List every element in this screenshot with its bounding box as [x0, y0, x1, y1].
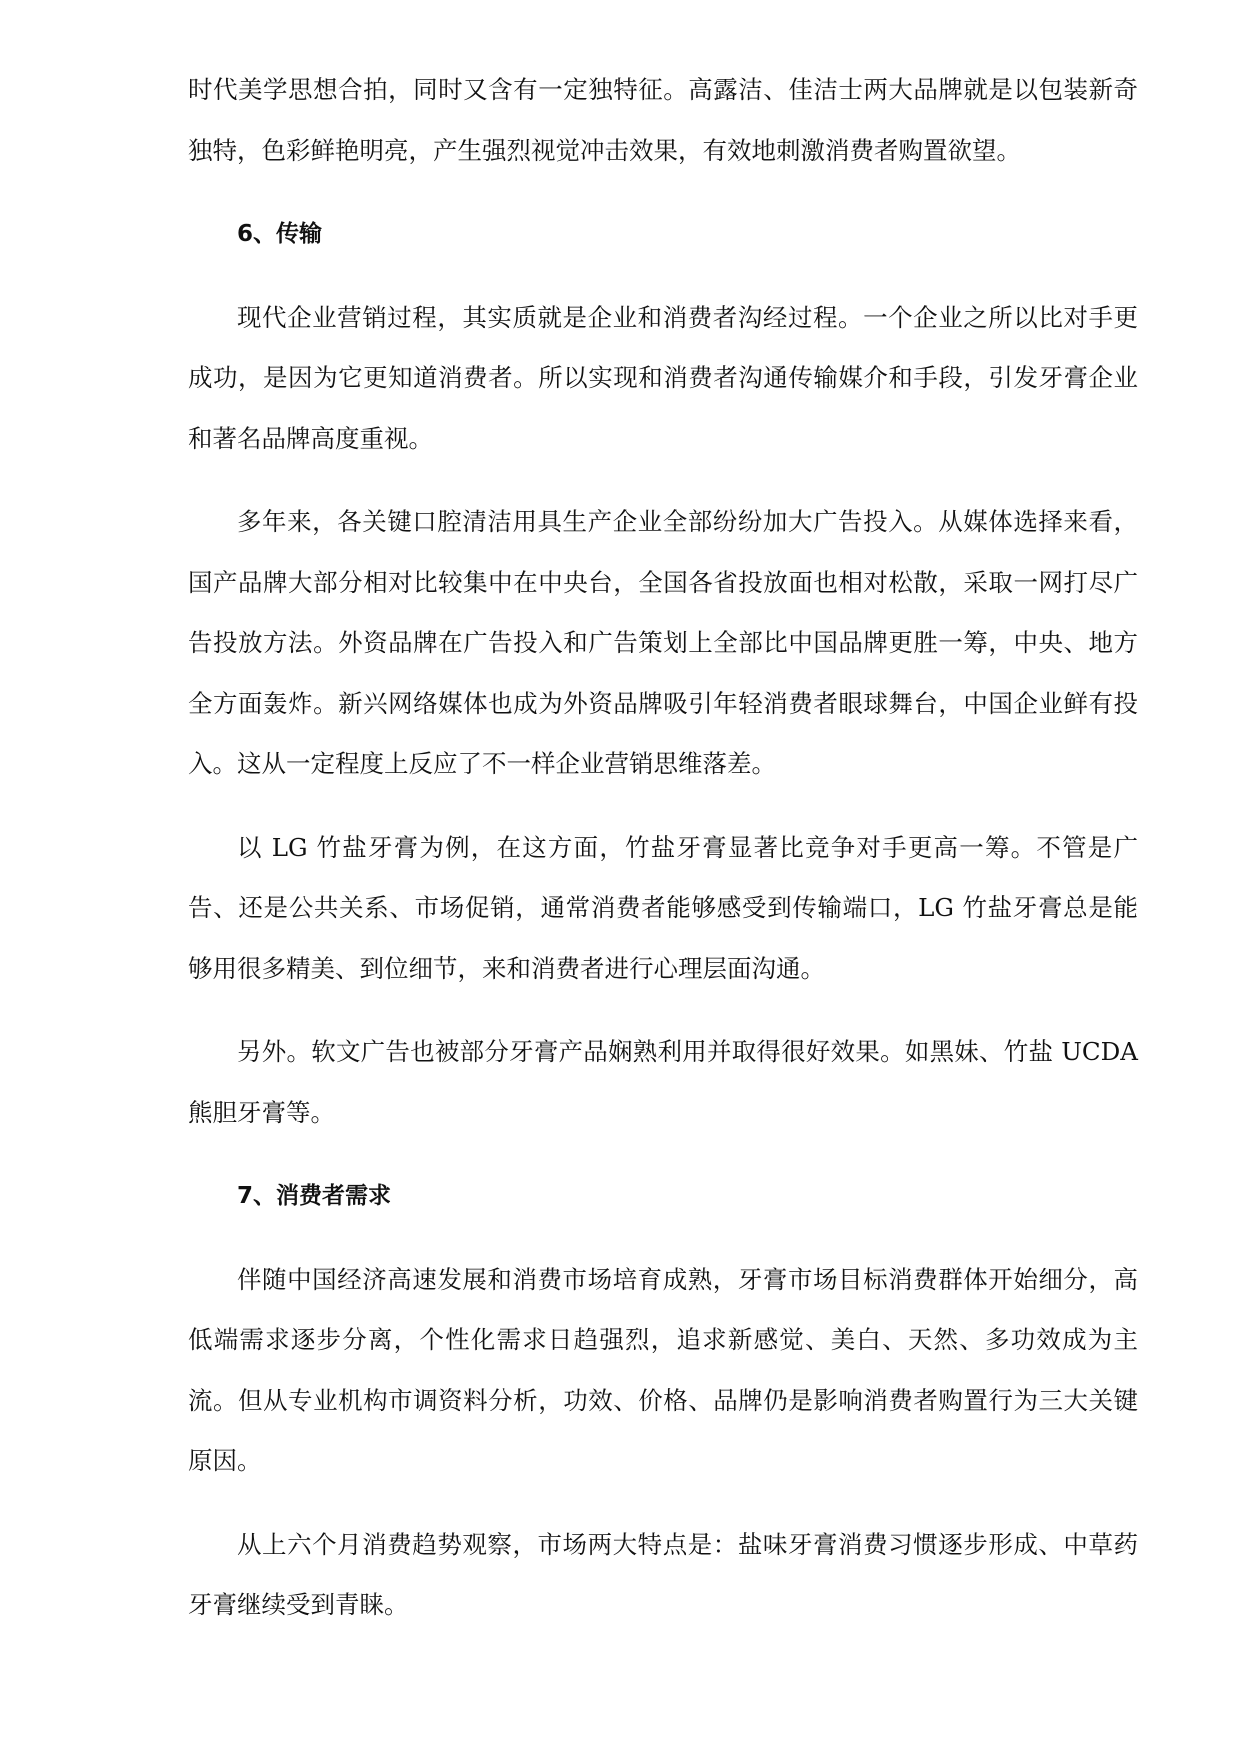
paragraph-marketing-communication: 现代企业营销过程，其实质就是企业和消费者沟经过程。一个企业之所以比对手更成功，是因为它更知道消费者。所以实现和消费者沟通传输媒介和手段，引发牙膏企业和著名品牌高度重视。 [188, 302, 1138, 453]
paragraph-consumption-trend: 从上六个月消费趋势观察，市场两大特点是：盐味牙膏消费习惯逐步形成、中草药牙膏继续受到青睐。 [188, 1529, 1138, 1619]
document-body [188, 60, 1138, 1659]
paragraph-packaging-continued: 时代美学思想合拍，同时又含有一定独特征。高露洁、佳洁士两大品牌就是以包装新奇独特，色彩鲜艳明亮，产生强烈视觉冲击效果，有效地刺激消费者购置欲望。 [188, 75, 1138, 165]
section-heading-transmission: 6、传输 [237, 221, 323, 247]
paragraph-lg-bamboo-salt: 以 LG 竹盐牙膏为例，在这方面，竹盐牙膏显著比竞争对手更高一筹。不管是广告、还是公共关系、市场促销，通常消费者能够感受到传输端口，LG 竹盐牙膏总是能够用很多精美、到位细节，来和消费者进行心理层面沟通。 [188, 832, 1138, 983]
paragraph-market-segmentation: 伴随中国经济高速发展和消费市场培育成熟，牙膏市场目标消费群体开始细分，高低端需求逐步分离，个性化需求日趋强烈，追求新感觉、美白、天然、多功效成为主流。但从专业机构市调资料分析，功效、价格、品牌仍是影响消费者购置行为三大关键原因。 [188, 1264, 1138, 1475]
section-heading-consumer-demand: 7、消费者需求 [237, 1183, 392, 1209]
paragraph-soft-advertising: 另外。软文广告也被部分牙膏产品娴熟利用并取得很好效果。如黑妹、竹盐 UCDA 熊胆牙膏等。 [188, 1037, 1138, 1127]
paragraph-advertising-investment: 多年来，各关键口腔清洁用具生产企业全部纷纷加大广告投入。从媒体选择来看，国产品牌大部分相对比较集中在中央台，全国各省投放面也相对松散，采取一网打尽广告投放方法。外资品牌在广告投入和广告策划上全部比中国品牌更胜一筹，中央、地方全方面轰炸。新兴网络媒体也成为外资品牌吸引年轻消费者眼球舞台，中国企业鲜有投入。这从一定程度上反应了不一样企业营销思维落差。 [188, 507, 1138, 778]
